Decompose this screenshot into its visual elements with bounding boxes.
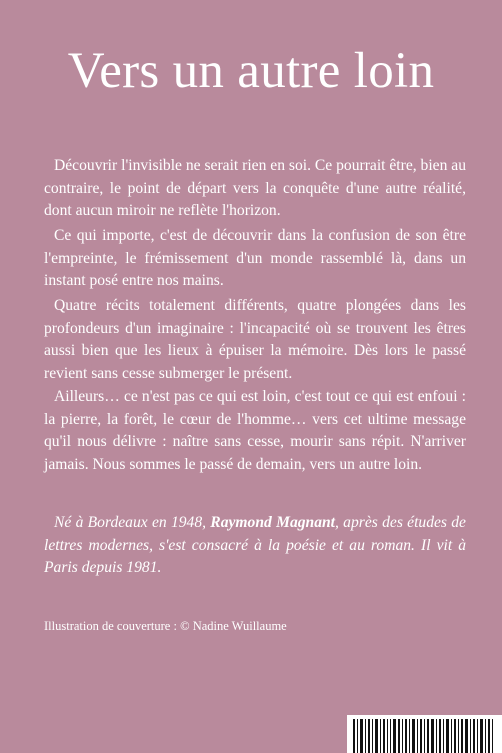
- author-bio: [44, 512, 466, 580]
- blurb-paragraph-4: Ailleurs… ce n'est pas ce qui est loin, c'est tout ce qui est enfoui : la pierre, la forêt, le cœur de l'homme… vers cet ultime message qu'il nous délivre : naître sans cesse, mourir sans répit. N'arriver jamais. Nous sommes le passé de demain, vers un autre loin.: [44, 388, 466, 473]
- book-title: Vers un autre loin: [67, 43, 435, 99]
- author-name: Raymond Magnant: [210, 514, 336, 531]
- cover-illustration-credit: Illustration de couverture : © Nadine Wuillaume: [44, 619, 287, 633]
- barcode: [347, 715, 502, 753]
- author-bio-rest: , après des études de lettres modernes, s'est consacré à la poésie et au roman. Il vit à Paris depuis 1981.: [44, 514, 466, 576]
- author-bio-intro: Né à Bordeaux en 1948,: [54, 514, 211, 531]
- blurb-paragraph-2: Ce qui importe, c'est de découvrir dans la confusion de son être l'empreinte, le frémissement d'un monde rassemblé là, dans un instant posé entre nos mains.: [44, 227, 466, 289]
- blurb-paragraph-1: Découvrir l'invisible ne serait rien en soi. Ce pourrait être, bien au contraire, le point de départ vers la conquête d'une autre réalité, dont aucun miroir ne reflète l'horizon.: [44, 157, 467, 219]
- barcode-icon: [347, 715, 502, 753]
- blurb-paragraph-3: Quatre récits totalement différents, quatre plongées dans les profondeurs d'un imaginaire : l'incapacité où se trouvent les êtres aussi bien que les lieux à épuiser la mémoire. Dès lors le passé revient sans cesse submerger le présent.: [44, 297, 466, 382]
